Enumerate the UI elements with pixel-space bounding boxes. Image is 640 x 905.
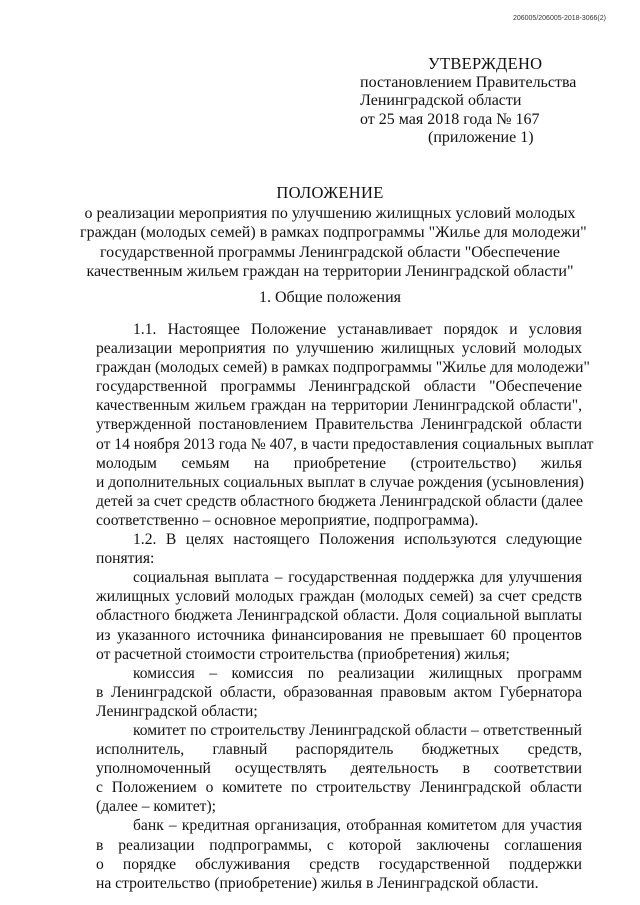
paragraph-line: уполномоченный осуществлять деятельность в соответствии	[96, 760, 582, 778]
approval-line: постановлением Правительства	[360, 73, 577, 91]
paragraph-line: о порядке обслуживания средств государственной поддержки	[96, 855, 582, 873]
paragraph-line: комиссия – комиссия по реализации жилищных программ	[133, 664, 582, 682]
document-body	[96, 320, 594, 893]
paragraph-line: 1.1. Настоящее Положение устанавливает порядок и условия	[133, 321, 582, 338]
document-title: ПОЛОЖЕНИЕ	[276, 183, 384, 202]
paragraph	[96, 320, 594, 530]
paragraph-line: от расчетной стоимости строительства (приобретения) жилья;	[96, 645, 510, 663]
paragraph-line: Ленинградской области;	[96, 702, 258, 720]
paragraph-line: в Ленинградской области, образованная правовым актом Губернатора	[96, 683, 582, 701]
paragraph-line: от 14 ноября 2013 года № 407, в части предоставления социальных выплат	[96, 435, 594, 453]
section-heading: 1. Общие положения	[258, 289, 402, 306]
paragraph-line: в реализации подпрограммы, с которой заключены соглашения	[96, 836, 582, 854]
document-subtitle-line: качественным жильем граждан на территории Ленинградской области"	[86, 263, 574, 280]
paragraph-line: молодым семьям на приобретение (строительство) жилья	[96, 454, 582, 472]
paragraph-line: исполнитель, главный распорядитель бюджетных средств,	[96, 741, 582, 759]
paragraph	[96, 816, 582, 892]
paragraph-line: реализации мероприятия по улучшению жилищных условий молодых	[96, 340, 582, 358]
paragraph-line: жилищных условий молодых граждан (молодых семей) за счет средств	[96, 588, 582, 606]
document-registration-number: 206005/206005-2018-3066(2)	[512, 15, 606, 22]
paragraph-line: на строительство (приобретение) жилья в Ленинградской области.	[96, 874, 539, 892]
paragraph-line: граждан (молодых семей) в рамках подпрограммы "Жилье для молодежи"	[96, 359, 590, 377]
paragraph-line: утвержденной постановлением Правительства Ленинградской области	[96, 416, 582, 434]
paragraph-line: с Положением о комитете по строительству Ленинградской области	[96, 779, 582, 797]
paragraph-line: детей за счет средств областного бюджета Ленинградской области (далее	[96, 492, 583, 510]
approval-line: от 25 мая 2018 года № 167	[360, 110, 540, 128]
paragraph-line: социальная выплата – государственная поддержка для улучшения	[133, 569, 582, 587]
paragraph	[96, 664, 582, 721]
approval-annex: (приложение 1)	[428, 129, 534, 146]
paragraph-line: банк – кредитная организация, отобранная комитетом для участия	[133, 817, 582, 835]
document-subtitle-line: граждан (молодых семей) в рамках подпрограммы "Жилье для молодежи"	[80, 224, 587, 241]
paragraph-line: областного бюджета Ленинградской области. Доля социальной выплаты	[96, 607, 582, 625]
paragraph-line: из указанного источника финансирования не превышает 60 процентов	[96, 626, 582, 644]
paragraph-line: соответственно – основное мероприятие, подпрограмма).	[96, 511, 479, 529]
paragraph-line: комитет по строительству Ленинградской области – ответственный	[133, 721, 582, 739]
document-subtitle-line: государственной программы Ленинградской области "Обеспечение	[100, 243, 560, 261]
approval-line: Ленинградской области	[360, 92, 522, 109]
approval-stamp	[360, 55, 610, 148]
paragraph-line: понятия:	[96, 550, 155, 568]
paragraph-line: качественным жильем граждан на территории Ленинградской области",	[96, 397, 582, 415]
paragraph-line: (далее – комитет);	[96, 798, 216, 816]
paragraph	[96, 530, 582, 568]
document-title-block	[80, 183, 587, 282]
approval-heading: УТВЕРЖДЕНО	[428, 54, 543, 73]
document-subtitle-line: о реализации мероприятия по улучшению жилищных условий молодых	[84, 204, 576, 222]
paragraph	[96, 721, 582, 816]
paragraph-line: государственной программы Ленинградской области "Обеспечение	[96, 378, 582, 396]
paragraph-line: 1.2. В целях настоящего Положения используются следующие	[133, 531, 582, 549]
paragraph-line: и дополнительных социальных выплат в случае рождения (усыновления)	[96, 473, 584, 491]
paragraph	[96, 568, 582, 663]
